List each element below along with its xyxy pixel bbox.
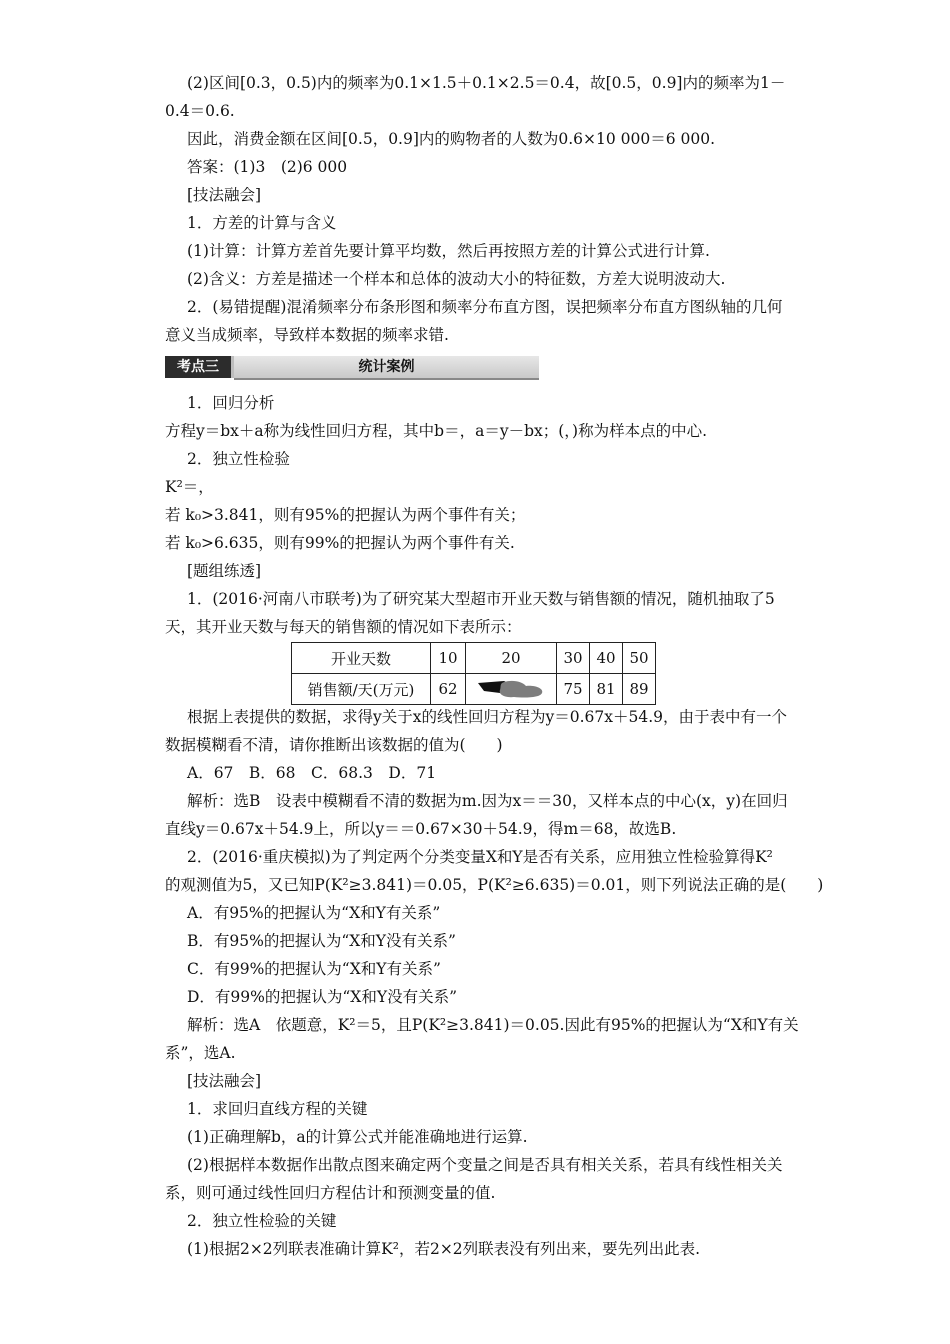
question-line: 天，其开业天数与每天的销售额的情况如下表所示： [165,618,522,636]
text-line: 系，则可通过线性回归方程估计和预测变量的值. [165,1184,496,1202]
banner-title: 统计案例 [358,359,415,375]
text-line: 因此，消费金额在区间[0.5，0.9]内的购物者的人数为0.6×10 000＝6 000. [187,130,716,148]
section-label: [技法融会] [187,1072,262,1090]
data-table [291,642,656,705]
option-a: A．有95%的把握认为“X和Y有关系” [187,904,441,922]
text-line: 若 k₀>3.841，则有95%的把握认为两个事件有关； [165,506,526,524]
solution-line: 直线y＝0.67x＋54.9上，所以y＝＝0.67×30＋54.9，得m＝68，故选B. [165,820,677,838]
table-cell: 开业天数 [292,643,431,674]
text-line: 1．方差的计算与含义 [187,214,337,232]
section-banner [165,356,539,380]
table-row [292,674,656,705]
table-cell: 81 [590,674,623,705]
table-cell: 销售额/天(万元) [292,674,431,705]
table-row [292,643,656,674]
text-line: (2)根据样本数据作出散点图来确定两个变量之间是否具有相关关系，若具有线性相关关 [187,1156,783,1174]
blurred-cell [466,674,557,705]
table-cell: 10 [431,643,466,674]
option-d: D．有99%的把握认为“X和Y没有关系” [187,988,457,1006]
text-line: 方程y＝bx＋a称为线性回归方程，其中b＝，a＝y－bx；(，)称为样本点的中心. [165,422,708,440]
section-label: [技法融会] [187,186,262,204]
formula-line: K²＝， [165,478,214,496]
table-cell: 75 [557,674,590,705]
option-c: C．有99%的把握认为“X和Y有关系” [187,960,441,978]
text-line: 1．回归分析 [187,394,275,412]
solution-line: 系”，选A. [165,1044,236,1062]
text-line: 数据模糊看不清，请你推断出该数据的值为( ) [165,736,503,754]
question-line: 2．(2016·重庆模拟)为了判定两个分类变量X和Y是否有关系，应用独立性检验算得K² [187,848,773,866]
text-line: 若 k₀>6.635，则有99%的把握认为两个事件有关. [165,534,515,552]
section-label: [题组练透] [187,562,262,580]
ink-blot-icon [474,677,548,701]
text-line: (2)含义：方差是描述一个样本和总体的波动大小的特征数，方差大说明波动大. [187,270,726,288]
text-line: 根据上表提供的数据，求得y关于x的线性回归方程为y＝0.67x＋54.9，由于表中有一个 [187,708,788,726]
solution-line: 解析：选A 依题意，K²＝5，且P(K²≥3.841)＝0.05.因此有95%的把握认为“X和Y有关 [187,1016,799,1034]
solution-line: 解析：选B 设表中模糊看不清的数据为m.因为x＝＝30，又样本点的中心(x，y)在回归 [187,792,788,810]
text-line: 2．(易错提醒)混淆频率分布条形图和频率分布直方图，误把频率分布直方图纵轴的几何 [187,298,783,316]
question-line: 的观测值为5，又已知P(K²≥3.841)＝0.05，P(K²≥6.635)＝0.01，则下列说法正确的是( ) [165,876,824,894]
text-line: (1)正确理解b，a的计算公式并能准确地进行运算. [187,1128,528,1146]
table-cell: 62 [431,674,466,705]
table-cell: 20 [466,643,557,674]
table-cell: 89 [623,674,656,705]
text-line: (1)根据2×2列联表准确计算K²，若2×2列联表没有列出来，要先列出此表. [187,1240,701,1258]
text-line: 0.4＝0.6. [165,102,235,120]
question-line: 1．(2016·河南八市联考)为了研究某大型超市开业天数与销售额的情况，随机抽取了5 [187,590,775,608]
text-line: (1)计算：计算方差首先要计算平均数，然后再按照方差的计算公式进行计算. [187,242,710,260]
table-cell: 50 [623,643,656,674]
options-line: A．67 B．68 C．68.3 D．71 [187,764,437,782]
text-line: (2)区间[0.3，0.5)内的频率为0.1×1.5＋0.1×2.5＝0.4，故[0.5，0.9]内的频率为1－ [187,74,786,92]
answer-line: 答案：(1)3 (2)6 000 [187,158,348,176]
table-cell: 40 [590,643,623,674]
option-b: B．有95%的把握认为“X和Y没有关系” [187,932,456,950]
text-line: 1．求回归直线方程的关键 [187,1100,368,1118]
text-line: 2．独立性检验 [187,450,290,468]
table-cell: 30 [557,643,590,674]
banner-tag: 考点三 [165,356,234,378]
text-line: 意义当成频率，导致样本数据的频率求错. [165,326,449,344]
text-line: 2．独立性检验的关键 [187,1212,337,1230]
